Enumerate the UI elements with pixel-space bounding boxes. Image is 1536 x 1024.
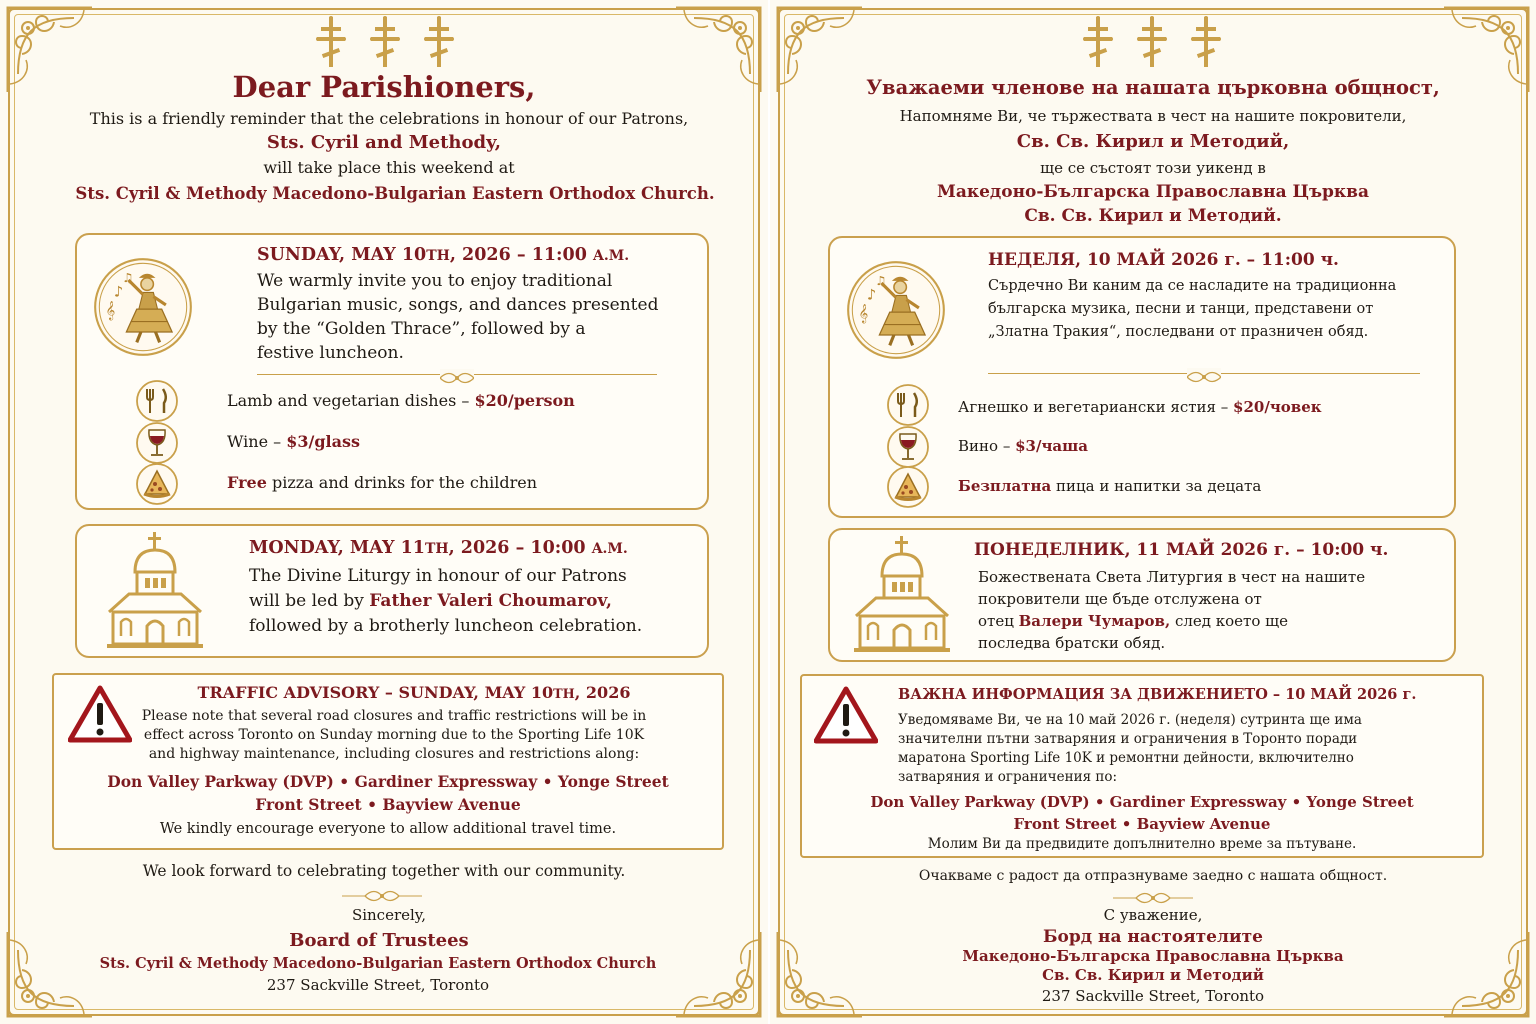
closing-line: We look forward to celebrating together with our community.	[142, 862, 626, 880]
intro-line-2: will take place this weekend at	[263, 158, 515, 177]
warning-icon	[68, 685, 132, 743]
monday-description: отец Валери Чумаров, след което ще	[978, 612, 1288, 630]
flourish-icon	[342, 888, 422, 904]
patrons-name: Св. Св. Кирил и Методий,	[1016, 131, 1290, 152]
sunday-description: by the “Golden Thrace”, followed by a	[257, 319, 586, 339]
traffic-description: Please note that several road closures and traffic restrictions will be in	[141, 708, 647, 724]
monday-description: покровители ще бъде отслужена от	[978, 590, 1262, 608]
menu-item-lamb: Агнешко и вегетариански ястия – $20/човек	[958, 398, 1322, 416]
monday-description: Божествената Света Литургия в чест на нашите	[978, 568, 1366, 586]
traffic-description: значителни пътни затваряния и ограничения в Торонто поради	[898, 731, 1358, 747]
sunday-description: „Златна Тракия“, последвани от празничен обяд.	[988, 324, 1369, 340]
traffic-heading: ВАЖНА ИНФОРМАЦИЯ ЗА ДВИЖЕНИЕТО – 10 МАЙ 2026 г.	[898, 686, 1417, 703]
traffic-note: We kindly encourage everyone to allow additional travel time.	[159, 821, 617, 837]
traffic-heading: TRAFFIC ADVISORY – SUNDAY, MAY 10TH, 2026	[197, 683, 631, 702]
intro-line: Напомняме Ви, че тържествата в чест на нашите покровители,	[899, 107, 1407, 125]
sunday-description: българска музика, песни и танци, представени от	[988, 301, 1374, 317]
road-list: Front Street • Bayview Avenue	[1013, 815, 1271, 833]
monday-description: followed by a brotherly luncheon celebration.	[249, 616, 643, 636]
divider-flourish	[257, 368, 657, 382]
menu-item-wine: Вино – $3/чаша	[958, 437, 1088, 455]
traffic-description: effect across Toronto on Sunday morning due to the Sporting Life 10K	[143, 727, 645, 743]
address: 237 Sackville Street, Toronto	[1041, 987, 1265, 1005]
board-name: Board of Trustees	[289, 930, 469, 951]
monday-description: The Divine Liturgy in honour of our Patrons	[249, 566, 627, 586]
sunday-description: festive luncheon.	[257, 343, 404, 363]
patrons-name: Sts. Cyril and Methody,	[266, 132, 502, 153]
sincerely-text: Sincerely,	[351, 906, 427, 924]
menu-item-lamb: Lamb and vegetarian dishes – $20/person	[227, 391, 575, 410]
traffic-description: затваряния и ограничения по:	[898, 769, 1118, 785]
traffic-note: Молим Ви да предвидите допълнително време за пътуване.	[927, 836, 1357, 852]
cutlery-icon	[135, 379, 179, 423]
sunday-description: Сърдечно Ви каним да се насладите на традиционна	[988, 278, 1397, 294]
traffic-description: маратона Sporting Life 10K и ремонтни дейности, включително	[898, 750, 1354, 766]
sunday-heading: SUNDAY, MAY 10TH, 2026 – 11:00 A.M.	[257, 245, 630, 265]
sunday-description: Bulgarian music, songs, and dances presented	[257, 295, 659, 315]
menu-item-wine: Wine – $3/glass	[227, 432, 360, 451]
church-name: Sts. Cyril & Methody Macedono-Bulgarian Eastern Orthodox Church.	[75, 184, 715, 203]
church-icon	[850, 536, 954, 654]
greeting-title: Dear Parishioners,	[232, 70, 536, 104]
road-list: Don Valley Parkway (DVP) • Gardiner Expressway • Yonge Street	[107, 772, 669, 791]
monday-heading: ПОНЕДЕЛНИК, 11 МАЙ 2026 г. – 10:00 ч.	[974, 540, 1389, 560]
church-icon	[103, 532, 207, 650]
dancer-icon	[844, 258, 948, 362]
monday-event-box	[828, 528, 1456, 662]
pizza-slice-icon	[886, 465, 930, 509]
church-signature: Св. Св. Кирил и Методий	[1042, 966, 1264, 984]
church-signature: Sts. Cyril & Methody Macedono-Bulgarian Eastern Orthodox Church	[99, 955, 657, 972]
dancer-icon	[91, 255, 195, 359]
cutlery-icon	[886, 383, 930, 427]
wine-glass-icon	[886, 425, 930, 469]
monday-description: последва братски обяд.	[978, 634, 1166, 652]
intro-line-2: ще се състоят този уикенд в	[1040, 159, 1266, 177]
traffic-description: and highway maintenance, including closures and restrictions along:	[148, 746, 640, 762]
divider-flourish	[988, 367, 1420, 381]
monday-description: will be led by Father Valeri Choumarov,	[249, 591, 612, 611]
sunday-event-box	[828, 236, 1456, 518]
flourish-icon	[1113, 890, 1193, 906]
wine-glass-icon	[135, 421, 179, 465]
intro-line: This is a friendly reminder that the celebrations in honour of our Patrons,	[89, 109, 689, 128]
pizza-slice-icon	[135, 462, 179, 506]
traffic-advisory-box	[52, 673, 724, 850]
road-list: Don Valley Parkway (DVP) • Gardiner Expressway • Yonge Street	[870, 793, 1414, 811]
menu-item-pizza: Безплатна пица и напитки за децата	[958, 477, 1262, 495]
traffic-advisory-box	[800, 674, 1484, 858]
monday-event-box	[75, 524, 709, 658]
church-signature: Македоно-Българска Православна Църква	[962, 947, 1344, 965]
monday-heading: MONDAY, MAY 11TH, 2026 – 10:00 A.M.	[249, 538, 628, 558]
address: 237 Sackville Street, Toronto	[266, 976, 490, 994]
regards-text: С уважение,	[1103, 906, 1203, 924]
church-name: Св. Св. Кирил и Методий.	[1024, 206, 1282, 226]
sunday-event-box	[75, 233, 709, 510]
bulgarian-page	[770, 0, 1536, 1024]
closing-line: Очакваме с радост да отпразнуваме заедно с нашата общност.	[918, 868, 1388, 884]
sunday-description: We warmly invite you to enjoy traditional	[257, 271, 613, 291]
orthodox-cross-icon	[311, 14, 461, 70]
orthodox-cross-icon	[1078, 14, 1228, 70]
board-name: Борд на настоятелите	[1043, 927, 1263, 947]
greeting-title: Уважаеми членове на нашата църковна общност,	[866, 76, 1440, 99]
road-list: Front Street • Bayview Avenue	[255, 795, 521, 814]
church-name: Македоно-Българска Православна Църква	[937, 182, 1369, 202]
warning-icon	[814, 686, 878, 744]
traffic-description: Уведомяваме Ви, че на 10 май 2026 г. (неделя) сутринта ще има	[898, 712, 1362, 728]
menu-item-pizza: Free pizza and drinks for the children	[227, 473, 538, 492]
sunday-heading: НЕДЕЛЯ, 10 МАЙ 2026 г. – 11:00 ч.	[988, 250, 1339, 270]
